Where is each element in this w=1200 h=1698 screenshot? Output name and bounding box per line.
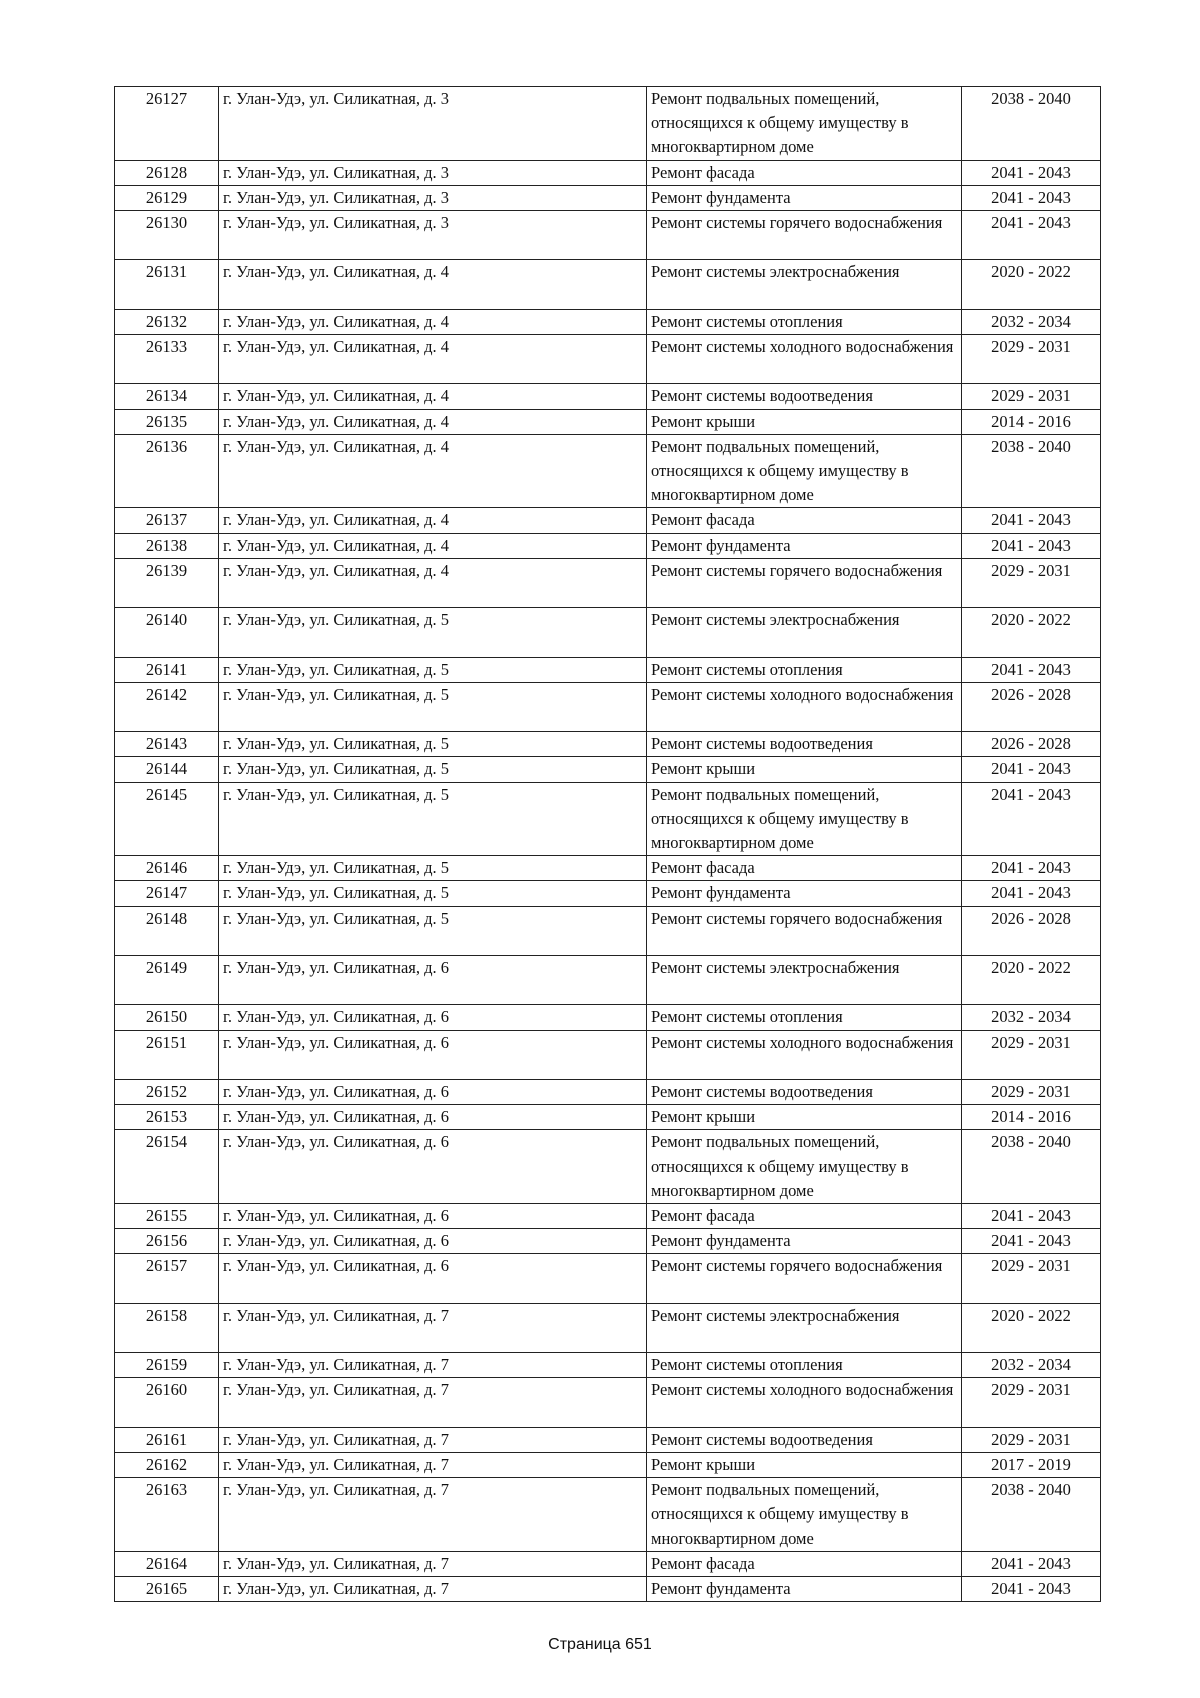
table-row (115, 160, 1101, 185)
period-cell: 2029 - 2031 (962, 384, 1101, 409)
row-id-cell: 26131 (115, 260, 219, 309)
work-type-cell: Ремонт системы водоотведения (647, 1427, 962, 1452)
period-cell: 2041 - 2043 (962, 782, 1101, 856)
address-cell: г. Улан-Удэ, ул. Силикатная, д. 7 (219, 1551, 647, 1576)
address-cell: г. Улан-Удэ, ул. Силикатная, д. 5 (219, 732, 647, 757)
table-row (115, 1105, 1101, 1130)
address-cell: г. Улан-Удэ, ул. Силикатная, д. 6 (219, 1005, 647, 1030)
table-row (115, 1079, 1101, 1104)
work-type-cell: Ремонт фасада (647, 508, 962, 533)
table-row (115, 956, 1101, 1005)
period-cell: 2020 - 2022 (962, 956, 1101, 1005)
table-row (115, 1478, 1101, 1552)
row-id-cell: 26138 (115, 533, 219, 558)
table-row (115, 508, 1101, 533)
table-row (115, 856, 1101, 881)
table-row (115, 1427, 1101, 1452)
table-row (115, 1551, 1101, 1576)
table-row (115, 260, 1101, 309)
address-cell: г. Улан-Удэ, ул. Силикатная, д. 4 (219, 409, 647, 434)
table-row (115, 732, 1101, 757)
period-cell: 2041 - 2043 (962, 533, 1101, 558)
period-cell: 2038 - 2040 (962, 1478, 1101, 1552)
table-row (115, 1254, 1101, 1303)
row-id-cell: 26142 (115, 682, 219, 731)
table-row (115, 1204, 1101, 1229)
work-type-cell: Ремонт системы водоотведения (647, 384, 962, 409)
repair-schedule-table (114, 86, 1101, 1602)
period-cell: 2020 - 2022 (962, 260, 1101, 309)
address-cell: г. Улан-Удэ, ул. Силикатная, д. 6 (219, 1079, 647, 1104)
period-cell: 2029 - 2031 (962, 335, 1101, 384)
period-cell: 2026 - 2028 (962, 732, 1101, 757)
row-id-cell: 26154 (115, 1130, 219, 1204)
address-cell: г. Улан-Удэ, ул. Силикатная, д. 4 (219, 335, 647, 384)
period-cell: 2038 - 2040 (962, 1130, 1101, 1204)
row-id-cell: 26165 (115, 1577, 219, 1602)
work-type-cell: Ремонт крыши (647, 1105, 962, 1130)
address-cell: г. Улан-Удэ, ул. Силикатная, д. 4 (219, 558, 647, 607)
address-cell: г. Улан-Удэ, ул. Силикатная, д. 5 (219, 757, 647, 782)
address-cell: г. Улан-Удэ, ул. Силикатная, д. 4 (219, 384, 647, 409)
table-row (115, 1353, 1101, 1378)
work-type-cell: Ремонт фундамента (647, 1577, 962, 1602)
table-row (115, 1030, 1101, 1079)
row-id-cell: 26149 (115, 956, 219, 1005)
work-type-cell: Ремонт системы электроснабжения (647, 260, 962, 309)
address-cell: г. Улан-Удэ, ул. Силикатная, д. 6 (219, 1254, 647, 1303)
period-cell: 2041 - 2043 (962, 1551, 1101, 1576)
period-cell: 2038 - 2040 (962, 87, 1101, 161)
period-cell: 2038 - 2040 (962, 434, 1101, 508)
period-cell: 2032 - 2034 (962, 1353, 1101, 1378)
table-row (115, 87, 1101, 161)
address-cell: г. Улан-Удэ, ул. Силикатная, д. 6 (219, 956, 647, 1005)
work-type-cell: Ремонт подвальных помещений, относящихся к общему имуществу в многоквартирном доме (647, 87, 962, 161)
period-cell: 2029 - 2031 (962, 1378, 1101, 1427)
row-id-cell: 26145 (115, 782, 219, 856)
work-type-cell: Ремонт системы холодного водоснабжения (647, 1378, 962, 1427)
row-id-cell: 26161 (115, 1427, 219, 1452)
work-type-cell: Ремонт системы горячего водоснабжения (647, 211, 962, 260)
row-id-cell: 26135 (115, 409, 219, 434)
row-id-cell: 26157 (115, 1254, 219, 1303)
row-id-cell: 26139 (115, 558, 219, 607)
period-cell: 2029 - 2031 (962, 1030, 1101, 1079)
row-id-cell: 26146 (115, 856, 219, 881)
address-cell: г. Улан-Удэ, ул. Силикатная, д. 5 (219, 906, 647, 955)
work-type-cell: Ремонт системы водоотведения (647, 1079, 962, 1104)
table-row (115, 434, 1101, 508)
period-cell: 2041 - 2043 (962, 657, 1101, 682)
row-id-cell: 26141 (115, 657, 219, 682)
work-type-cell: Ремонт системы отопления (647, 1353, 962, 1378)
work-type-cell: Ремонт фундамента (647, 1229, 962, 1254)
row-id-cell: 26164 (115, 1551, 219, 1576)
row-id-cell: 26150 (115, 1005, 219, 1030)
period-cell: 2026 - 2028 (962, 682, 1101, 731)
work-type-cell: Ремонт системы отопления (647, 309, 962, 334)
table-row (115, 608, 1101, 657)
table-row (115, 211, 1101, 260)
row-id-cell: 26156 (115, 1229, 219, 1254)
row-id-cell: 26153 (115, 1105, 219, 1130)
address-cell: г. Улан-Удэ, ул. Силикатная, д. 5 (219, 856, 647, 881)
period-cell: 2032 - 2034 (962, 1005, 1101, 1030)
row-id-cell: 26151 (115, 1030, 219, 1079)
row-id-cell: 26160 (115, 1378, 219, 1427)
row-id-cell: 26127 (115, 87, 219, 161)
period-cell: 2020 - 2022 (962, 608, 1101, 657)
address-cell: г. Улан-Удэ, ул. Силикатная, д. 7 (219, 1478, 647, 1552)
address-cell: г. Улан-Удэ, ул. Силикатная, д. 7 (219, 1452, 647, 1477)
address-cell: г. Улан-Удэ, ул. Силикатная, д. 7 (219, 1353, 647, 1378)
work-type-cell: Ремонт фасада (647, 856, 962, 881)
period-cell: 2014 - 2016 (962, 1105, 1101, 1130)
period-cell: 2026 - 2028 (962, 906, 1101, 955)
page-number: Страница 651 (548, 1636, 652, 1653)
address-cell: г. Улан-Удэ, ул. Силикатная, д. 4 (219, 434, 647, 508)
row-id-cell: 26152 (115, 1079, 219, 1104)
work-type-cell: Ремонт системы электроснабжения (647, 1303, 962, 1352)
row-id-cell: 26136 (115, 434, 219, 508)
work-type-cell: Ремонт системы горячего водоснабжения (647, 558, 962, 607)
period-cell: 2029 - 2031 (962, 1254, 1101, 1303)
work-type-cell: Ремонт системы холодного водоснабжения (647, 335, 962, 384)
work-type-cell: Ремонт фундамента (647, 881, 962, 906)
address-cell: г. Улан-Удэ, ул. Силикатная, д. 7 (219, 1303, 647, 1352)
period-cell: 2041 - 2043 (962, 757, 1101, 782)
work-type-cell: Ремонт подвальных помещений, относящихся к общему имуществу в многоквартирном доме (647, 1130, 962, 1204)
address-cell: г. Улан-Удэ, ул. Силикатная, д. 4 (219, 508, 647, 533)
period-cell: 2014 - 2016 (962, 409, 1101, 434)
row-id-cell: 26144 (115, 757, 219, 782)
row-id-cell: 26132 (115, 309, 219, 334)
address-cell: г. Улан-Удэ, ул. Силикатная, д. 5 (219, 657, 647, 682)
table-row (115, 1005, 1101, 1030)
table-row (115, 1229, 1101, 1254)
period-cell: 2029 - 2031 (962, 1079, 1101, 1104)
period-cell: 2041 - 2043 (962, 1229, 1101, 1254)
work-type-cell: Ремонт подвальных помещений, относящихся к общему имуществу в многоквартирном доме (647, 1478, 962, 1552)
address-cell: г. Улан-Удэ, ул. Силикатная, д. 6 (219, 1130, 647, 1204)
row-id-cell: 26133 (115, 335, 219, 384)
address-cell: г. Улан-Удэ, ул. Силикатная, д. 7 (219, 1427, 647, 1452)
work-type-cell: Ремонт системы холодного водоснабжения (647, 682, 962, 731)
table-row (115, 1378, 1101, 1427)
work-type-cell: Ремонт системы отопления (647, 1005, 962, 1030)
work-type-cell: Ремонт системы водоотведения (647, 732, 962, 757)
address-cell: г. Улан-Удэ, ул. Силикатная, д. 4 (219, 309, 647, 334)
work-type-cell: Ремонт фундамента (647, 533, 962, 558)
address-cell: г. Улан-Удэ, ул. Силикатная, д. 5 (219, 782, 647, 856)
row-id-cell: 26137 (115, 508, 219, 533)
work-type-cell: Ремонт фасада (647, 160, 962, 185)
address-cell: г. Улан-Удэ, ул. Силикатная, д. 4 (219, 533, 647, 558)
address-cell: г. Улан-Удэ, ул. Силикатная, д. 5 (219, 608, 647, 657)
address-cell: г. Улан-Удэ, ул. Силикатная, д. 3 (219, 211, 647, 260)
table-row (115, 409, 1101, 434)
period-cell: 2041 - 2043 (962, 160, 1101, 185)
period-cell: 2017 - 2019 (962, 1452, 1101, 1477)
table-row (115, 558, 1101, 607)
address-cell: г. Улан-Удэ, ул. Силикатная, д. 4 (219, 260, 647, 309)
address-cell: г. Улан-Удэ, ул. Силикатная, д. 3 (219, 87, 647, 161)
work-type-cell: Ремонт системы холодного водоснабжения (647, 1030, 962, 1079)
row-id-cell: 26162 (115, 1452, 219, 1477)
work-type-cell: Ремонт системы электроснабжения (647, 956, 962, 1005)
work-type-cell: Ремонт крыши (647, 1452, 962, 1477)
address-cell: г. Улан-Удэ, ул. Силикатная, д. 5 (219, 881, 647, 906)
row-id-cell: 26155 (115, 1204, 219, 1229)
row-id-cell: 26143 (115, 732, 219, 757)
work-type-cell: Ремонт крыши (647, 757, 962, 782)
row-id-cell: 26140 (115, 608, 219, 657)
table-row (115, 335, 1101, 384)
row-id-cell: 26158 (115, 1303, 219, 1352)
period-cell: 2032 - 2034 (962, 309, 1101, 334)
row-id-cell: 26148 (115, 906, 219, 955)
table-row (115, 309, 1101, 334)
work-type-cell: Ремонт фасада (647, 1204, 962, 1229)
table-row (115, 1303, 1101, 1352)
address-cell: г. Улан-Удэ, ул. Силикатная, д. 7 (219, 1378, 647, 1427)
period-cell: 2041 - 2043 (962, 1577, 1101, 1602)
work-type-cell: Ремонт системы горячего водоснабжения (647, 1254, 962, 1303)
table-row (115, 782, 1101, 856)
work-type-cell: Ремонт системы горячего водоснабжения (647, 906, 962, 955)
table-row (115, 384, 1101, 409)
table-row (115, 1130, 1101, 1204)
period-cell: 2041 - 2043 (962, 508, 1101, 533)
address-cell: г. Улан-Удэ, ул. Силикатная, д. 5 (219, 682, 647, 731)
table-row (115, 533, 1101, 558)
work-type-cell: Ремонт подвальных помещений, относящихся к общему имуществу в многоквартирном доме (647, 434, 962, 508)
work-type-cell: Ремонт системы электроснабжения (647, 608, 962, 657)
period-cell: 2041 - 2043 (962, 211, 1101, 260)
row-id-cell: 26147 (115, 881, 219, 906)
address-cell: г. Улан-Удэ, ул. Силикатная, д. 7 (219, 1577, 647, 1602)
table-row (115, 757, 1101, 782)
row-id-cell: 26129 (115, 185, 219, 210)
table-row (115, 682, 1101, 731)
address-cell: г. Улан-Удэ, ул. Силикатная, д. 3 (219, 160, 647, 185)
address-cell: г. Улан-Удэ, ул. Силикатная, д. 6 (219, 1105, 647, 1130)
work-type-cell: Ремонт фундамента (647, 185, 962, 210)
work-type-cell: Ремонт системы отопления (647, 657, 962, 682)
period-cell: 2041 - 2043 (962, 1204, 1101, 1229)
address-cell: г. Улан-Удэ, ул. Силикатная, д. 6 (219, 1204, 647, 1229)
row-id-cell: 26130 (115, 211, 219, 260)
work-type-cell: Ремонт фасада (647, 1551, 962, 1576)
table-row (115, 881, 1101, 906)
address-cell: г. Улан-Удэ, ул. Силикатная, д. 6 (219, 1229, 647, 1254)
table-row (115, 1452, 1101, 1477)
table-row (115, 906, 1101, 955)
period-cell: 2041 - 2043 (962, 185, 1101, 210)
table-row (115, 1577, 1101, 1602)
row-id-cell: 26163 (115, 1478, 219, 1552)
row-id-cell: 26159 (115, 1353, 219, 1378)
period-cell: 2020 - 2022 (962, 1303, 1101, 1352)
table-row (115, 185, 1101, 210)
address-cell: г. Улан-Удэ, ул. Силикатная, д. 3 (219, 185, 647, 210)
period-cell: 2041 - 2043 (962, 856, 1101, 881)
row-id-cell: 26134 (115, 384, 219, 409)
period-cell: 2041 - 2043 (962, 881, 1101, 906)
table-row (115, 657, 1101, 682)
table-body (115, 87, 1101, 1602)
work-type-cell: Ремонт крыши (647, 409, 962, 434)
period-cell: 2029 - 2031 (962, 558, 1101, 607)
address-cell: г. Улан-Удэ, ул. Силикатная, д. 6 (219, 1030, 647, 1079)
work-type-cell: Ремонт подвальных помещений, относящихся к общему имуществу в многоквартирном доме (647, 782, 962, 856)
period-cell: 2029 - 2031 (962, 1427, 1101, 1452)
row-id-cell: 26128 (115, 160, 219, 185)
